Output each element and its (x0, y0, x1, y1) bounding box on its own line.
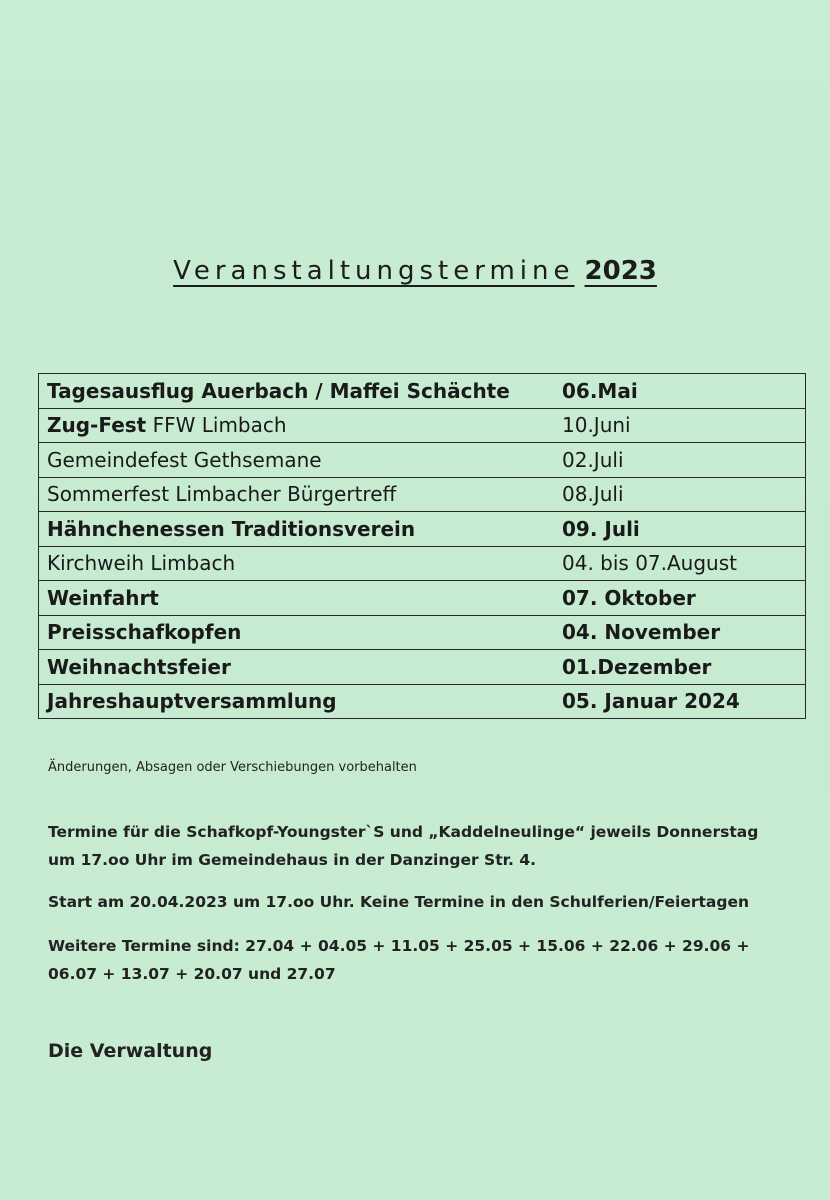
signature: Die Verwaltung (48, 1040, 213, 1062)
event-row (39, 374, 806, 409)
event-name-cell (39, 615, 547, 650)
more-dates-paragraph (48, 932, 788, 988)
event-date-cell: 04. bis 07.August (546, 546, 806, 581)
event-name-bold: Weihnachtsfeier (47, 654, 231, 679)
event-row (39, 408, 806, 443)
event-date-cell: 06.Mai (546, 374, 806, 409)
event-date-cell: 05. Januar 2024 (546, 684, 806, 719)
event-name-cell (39, 408, 547, 443)
youngsters-line-1: Termine für die Schafkopf-Youngster`S und „Kaddelneulinge“ jeweils Donnerstag (48, 823, 759, 841)
event-name-cell (39, 512, 547, 547)
event-name-cell (39, 684, 547, 719)
event-row (39, 615, 806, 650)
event-name-bold: Jahreshauptversammlung (47, 689, 337, 714)
page-title-year: 2023 (584, 256, 657, 286)
event-date-cell: 04. November (546, 615, 806, 650)
event-date-cell: 02.Juli (546, 443, 806, 478)
event-row (39, 684, 806, 719)
event-row (39, 546, 806, 581)
youngsters-line-2: um 17.oo Uhr im Gemeindehaus in der Danzinger Str. 4. (48, 851, 536, 869)
start-paragraph: Start am 20.04.2023 um 17.oo Uhr. Keine Termine in den Schulferien/Feiertagen (48, 893, 749, 911)
event-name-cell (39, 546, 547, 581)
event-row (39, 581, 806, 616)
event-name-bold: Preisschafkopfen (47, 620, 242, 645)
page-title-text: Veranstaltungstermine (173, 256, 575, 286)
event-name-regular: Gemeindefest Gethsemane (47, 447, 322, 472)
event-name-cell (39, 650, 547, 685)
event-name-bold: Weinfahrt (47, 585, 159, 610)
more-dates-line-1: Weitere Termine sind: 27.04 + 04.05 + 11.05 + 25.05 + 15.06 + 22.06 + 29.06 + (48, 937, 750, 955)
more-dates-line-2: 06.07 + 13.07 + 20.07 und 27.07 (48, 965, 336, 983)
event-row (39, 650, 806, 685)
event-name-regular: Kirchweih Limbach (47, 551, 236, 576)
event-date-cell: 08.Juli (546, 477, 806, 512)
event-name-bold: Zug-Fest (47, 413, 147, 438)
page-title (0, 256, 830, 286)
event-name-bold: Tagesausflug Auerbach / Maffei Schächte (47, 378, 510, 403)
event-date-cell: 10.Juni (546, 408, 806, 443)
event-name-regular: Sommerfest Limbacher Bürgertreff (47, 482, 397, 507)
event-row (39, 443, 806, 478)
event-name-cell (39, 443, 547, 478)
youngsters-paragraph (48, 818, 788, 874)
event-date-cell: 07. Oktober (546, 581, 806, 616)
event-row (39, 477, 806, 512)
event-name-regular: FFW Limbach (146, 413, 287, 438)
event-date-cell: 09. Juli (546, 512, 806, 547)
disclaimer-note: Änderungen, Absagen oder Verschiebungen vorbehalten (48, 760, 417, 775)
event-name-cell (39, 374, 547, 409)
events-table (38, 373, 806, 719)
event-row (39, 512, 806, 547)
event-date-cell: 01.Dezember (546, 650, 806, 685)
event-name-bold: Hähnchenessen Traditionsverein (47, 516, 416, 541)
events-table-body (39, 374, 806, 719)
event-name-cell (39, 581, 547, 616)
event-name-cell (39, 477, 547, 512)
